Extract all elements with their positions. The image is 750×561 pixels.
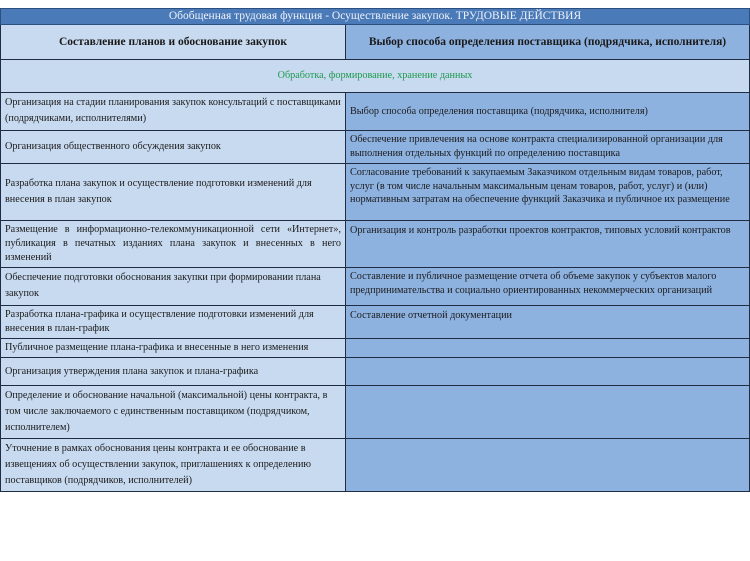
row-cell-left: Организация утверждения плана закупок и плана-графика <box>1 358 346 386</box>
row-cell-right: Обеспечение привлечения на основе контракта специализированной организации для выполнения отдельных функций по определению поставщика <box>346 131 750 164</box>
table-row <box>1 358 750 386</box>
row-cell-left: Организация общественного обсуждения закупок <box>1 131 346 164</box>
section-label: Обработка, формирование, хранение данных <box>1 60 750 93</box>
table-row <box>1 93 750 131</box>
row-cell-right: Организация и контроль разработки проектов контрактов, типовых условий контрактов <box>346 221 750 268</box>
row-cell-right: Выбор способа определения поставщика (подрядчика, исполнителя) <box>346 93 750 131</box>
table-row <box>1 131 750 164</box>
table-row <box>1 268 750 306</box>
header-row <box>1 25 750 60</box>
row-cell-left: Публичное размещение плана-графика и внесенные в него изменения <box>1 339 346 358</box>
row-cell-left: Организация на стадии планирования закупок консультаций с поставщиками (подрядчиками, исполнителями) <box>1 93 346 131</box>
table-row <box>1 306 750 339</box>
row-cell-right <box>346 358 750 386</box>
table-title: Обобщенная трудовая функция - Осуществление закупок. ТРУДОВЫЕ ДЕЙСТВИЯ <box>1 9 750 25</box>
column-header-supplier-selection: Выбор способа определения поставщика (подрядчика, исполнителя) <box>346 25 750 60</box>
table-row <box>1 164 750 221</box>
row-cell-right: Составление и публичное размещение отчета об объеме закупок у субъектов малого предпринимательства и социально ориентированных некоммерческих организаций <box>346 268 750 306</box>
row-cell-left: Определение и обоснование начальной (максимальной) цены контракта, в том числе заключаемого с единственным поставщиком (подрядчиком, исполнителем) <box>1 386 346 439</box>
table-row <box>1 439 750 492</box>
row-cell-right <box>346 439 750 492</box>
labor-actions-table-container <box>0 8 750 492</box>
row-cell-left: Уточнение в рамках обоснования цены контракта и ее обоснование в извещениях об осуществлении закупок, приглашениях к определению поставщиков (подрядчиков, исполнителей) <box>1 439 346 492</box>
row-cell-right: Составление отчетной документации <box>346 306 750 339</box>
table-row <box>1 221 750 268</box>
row-cell-left: Разработка плана-графика и осуществление подготовки изменений для внесения в план-график <box>1 306 346 339</box>
column-header-planning: Составление планов и обоснование закупок <box>1 25 346 60</box>
table-row <box>1 386 750 439</box>
row-cell-left: Размещение в информационно-телекоммуникационной сети «Интернет», публикация в печатных изданиях плана закупок и внесенных в него изменений <box>1 221 346 268</box>
title-row <box>1 9 750 25</box>
section-row <box>1 60 750 93</box>
row-cell-left: Разработка плана закупок и осуществление подготовки изменений для внесения в план закупок <box>1 164 346 221</box>
table-row <box>1 339 750 358</box>
row-cell-right <box>346 386 750 439</box>
row-cell-right: Согласование требований к закупаемым Заказчиком отдельным видам товаров, работ, услуг (в том числе начальным максимальным ценам товаров, работ, услуг) и (или) нормативным затратам на обеспечение функций Заказчика и публичное их размещение <box>346 164 750 221</box>
row-cell-right <box>346 339 750 358</box>
labor-actions-table <box>0 8 750 492</box>
row-cell-left: Обеспечение подготовки обоснования закупки при формировании плана закупок <box>1 268 346 306</box>
